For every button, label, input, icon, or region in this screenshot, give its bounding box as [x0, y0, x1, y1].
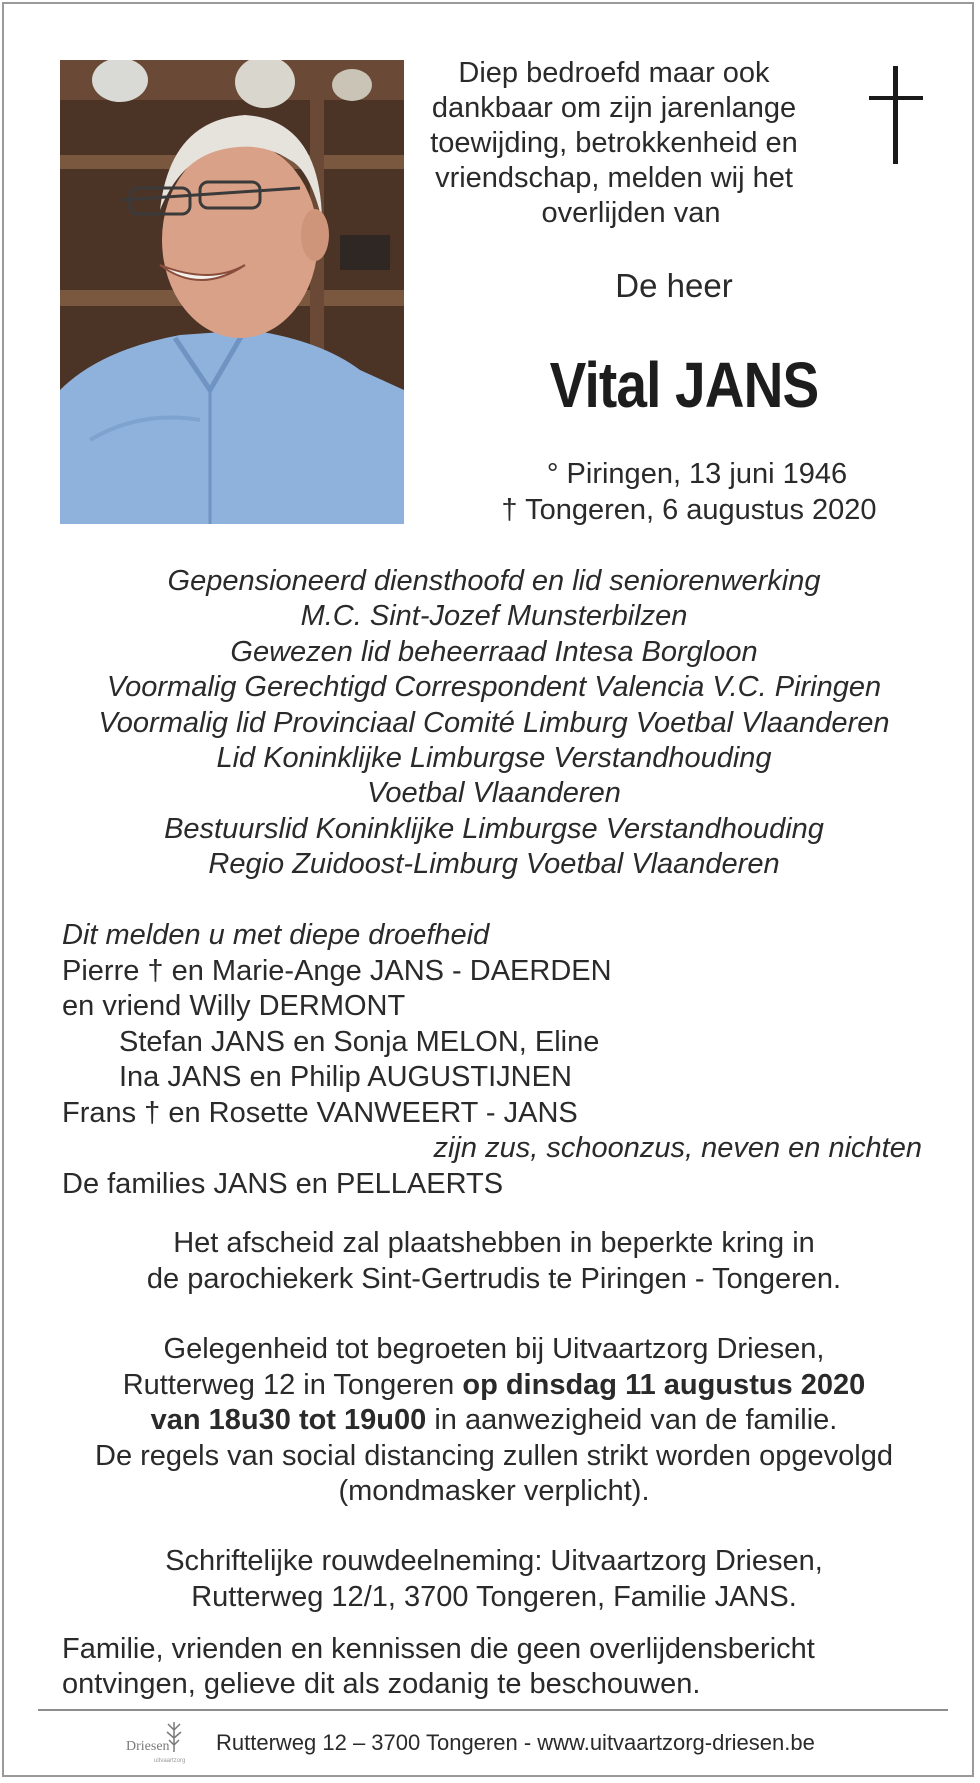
family-line: en vriend Willy DERMONT [62, 990, 406, 1022]
function-item: Voormalig lid Provinciaal Comité Limburg Voetbal Vlaanderen [98, 706, 890, 739]
visitation-line: De regels van social distancing zullen strikt worden opgevolgd [95, 1439, 893, 1472]
condolence-line: Schriftelijke rouwdeelneming: Uitvaartzorg Driesen, [165, 1545, 823, 1577]
family-relation: zijn zus, schoonzus, neven en nichten [433, 1132, 922, 1164]
family-line: Frans † en Rosette VANWEERT - JANS [62, 1096, 578, 1129]
farewell-line: Het afscheid zal plaatshebben in beperkte kring in [173, 1227, 815, 1259]
family-line: Ina JANS en Philip AUGUSTIJNEN [119, 1061, 572, 1093]
family-line: Stefan JANS en Sonja MELON, Eline [119, 1025, 600, 1058]
family-line: Pierre † en Marie-Ange JANS - DAERDEN [62, 954, 612, 987]
visitation-note: in aanwezigheid van de familie. [426, 1404, 838, 1436]
logo-subtext: uitvaartzorg [154, 1758, 186, 1764]
condolence-line: Rutterweg 12/1, 3700 Tongeren, Familie JANS. [191, 1580, 797, 1613]
visitation-address: Rutterweg 12 in Tongeren [122, 1368, 463, 1401]
visitation-date: op dinsdag 11 augustus 2020 [462, 1368, 866, 1401]
intro-line: vriendschap, melden wij het [435, 162, 793, 194]
family-line: De families JANS en PELLAERTS [62, 1167, 504, 1200]
tree-logo-icon [124, 1718, 196, 1766]
life-dates [444, 456, 934, 528]
function-item: Voormalig Gerechtigd Correspondent Valencia V.C. Piringen [106, 671, 882, 704]
honorific: De heer [615, 267, 733, 304]
function-item: Voetbal Vlaanderen [367, 777, 621, 810]
visitation-line: (mondmasker verplicht). [338, 1475, 650, 1507]
intro-line: overlijden van [541, 197, 721, 229]
function-item: Gepensioneerd diensthoofd en lid seniorenwerking [167, 565, 821, 597]
function-item: Lid Koninklijke Limburgse Verstandhouding [216, 742, 772, 775]
birth-date: ° Piringen, 13 juni 1946 [546, 458, 848, 490]
visitation-line [44, 1368, 944, 1404]
function-item: Regio Zuidoost-Limburg Voetbal Vlaanderen [208, 848, 780, 881]
function-item: Gewezen lid beheerraad Intesa Borgloon [230, 635, 758, 668]
intro-line: Diep bedroefd maar ook [458, 57, 770, 89]
condolence-section [44, 1544, 944, 1615]
footer-divider [38, 1709, 948, 1711]
family-section [62, 918, 932, 1202]
death-notice-card [2, 2, 974, 1777]
footer-address: Rutterweg 12 – 3700 Tongeren - www.uitvaartzorg-driesen.be [216, 1730, 815, 1755]
deceased-name: Vital JANS [549, 349, 819, 421]
portrait-photo [60, 60, 404, 524]
function-item: Bestuurslid Koninklijke Limburgse Verstandhouding [164, 812, 824, 845]
closing-line: ontvingen, gelieve dit als zodanig te beschouwen. [62, 1668, 701, 1700]
intro-line: dankbaar om zijn jarenlange [431, 92, 797, 124]
cross-icon [869, 66, 923, 164]
visitation-line [44, 1403, 944, 1439]
farewell-line: de parochiekerk Sint-Gertrudis te Piringen - Tongeren. [146, 1262, 842, 1295]
function-item: M.C. Sint-Jozef Munsterbilzen [300, 600, 688, 633]
death-date: † Tongeren, 6 augustus 2020 [501, 494, 877, 526]
closing-line: Familie, vrienden en kennissen die geen overlijdensbericht [62, 1633, 815, 1665]
family-intro: Dit melden u met diepe droefheid [62, 919, 490, 951]
farewell-section [44, 1226, 944, 1297]
functions-list [44, 564, 944, 883]
visitation-time: van 18u30 tot 19u00 [150, 1404, 427, 1436]
visitation-line: Gelegenheid tot begroeten bij Uitvaartzorg Driesen, [163, 1333, 825, 1365]
closing-section [62, 1632, 942, 1702]
intro-line: toewijding, betrokkenheid en [430, 127, 798, 159]
visitation-section [44, 1332, 944, 1510]
logo-wordmark: Driesen [126, 1739, 170, 1754]
intro-text [414, 56, 814, 231]
